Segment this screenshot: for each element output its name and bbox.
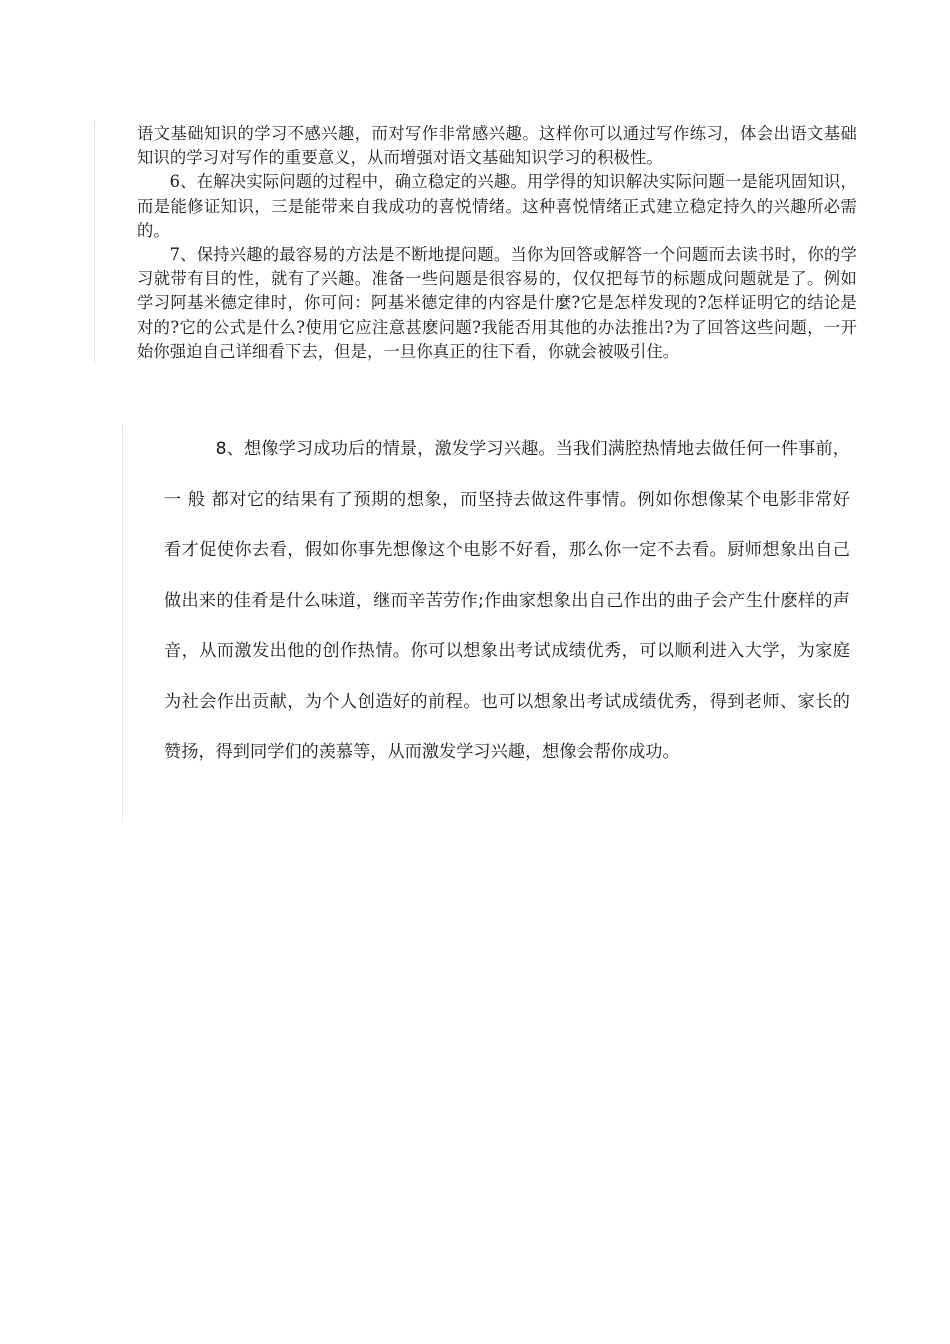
lower-text-block bbox=[122, 424, 850, 822]
paragraph-item-7: 7、保持兴趣的最容易的方法是不断地提问题。当你为回答或解答一个问题而去读书时，你的学习就带有目的性，就有了兴趣。准备一些问题是很容易的，仅仅把每节的标题成问题就是了。例如学习阿基米德定律时，你可问：阿基米德定律的内容是什麼?它是怎样发现的?怎样证明它的结论是对的?它的公式是什么?使用它应注意甚麽问题?我能否用其他的办法推出?为了回答这些问题，一开始你强迫自己详细看下去，但是，一旦你真正的往下看，你就会被吸引住。 bbox=[137, 245, 857, 361]
paragraph-item-6: 6、在解决实际问题的过程中，确立稳定的兴趣。用学得的知识解决实际问题一是能巩固知识，而是能修证知识，三是能带来自我成功的喜悦情绪。这种喜悦情绪正式建立稳定持久的兴趣所必需的。 bbox=[137, 172, 857, 240]
paragraph-item-8: 8、想像学习成功后的情景，激发学习兴趣。当我们满腔热情地去做任何一件事前， 一 般 都对它的结果有了预期的想象，而坚持去做这件事情。例如你想像某个电影非常好 看才促使你去看，假如你事先想像这个电影不好看，那么你一定不去看。厨师想象出自己做出来的佳肴是什么味道，继而辛苦劳作;作曲家想象出自己作出的曲子会产生什麽样的声音，从而激发出他的创作热情。你可以想象出考试成绩优秀，可以顺利进入大学，为家庭为社会作出贡献，为个人创造好的前程。也可以想象出考试成绩优秀，得到老师、家长的赞扬，得到同学们的羡慕等，从而激发学习兴趣，想像会帮你成功。 bbox=[164, 439, 850, 762]
paragraph-continuation: 语文基础知识的学习不感兴趣，而对写作非常感兴趣。这样你可以通过写作练习，体会出语文基础知识的学习对写作的重要意义，从而增强对语文基础知识学习的积极性。 bbox=[137, 124, 857, 168]
upper-text-block bbox=[94, 122, 857, 364]
